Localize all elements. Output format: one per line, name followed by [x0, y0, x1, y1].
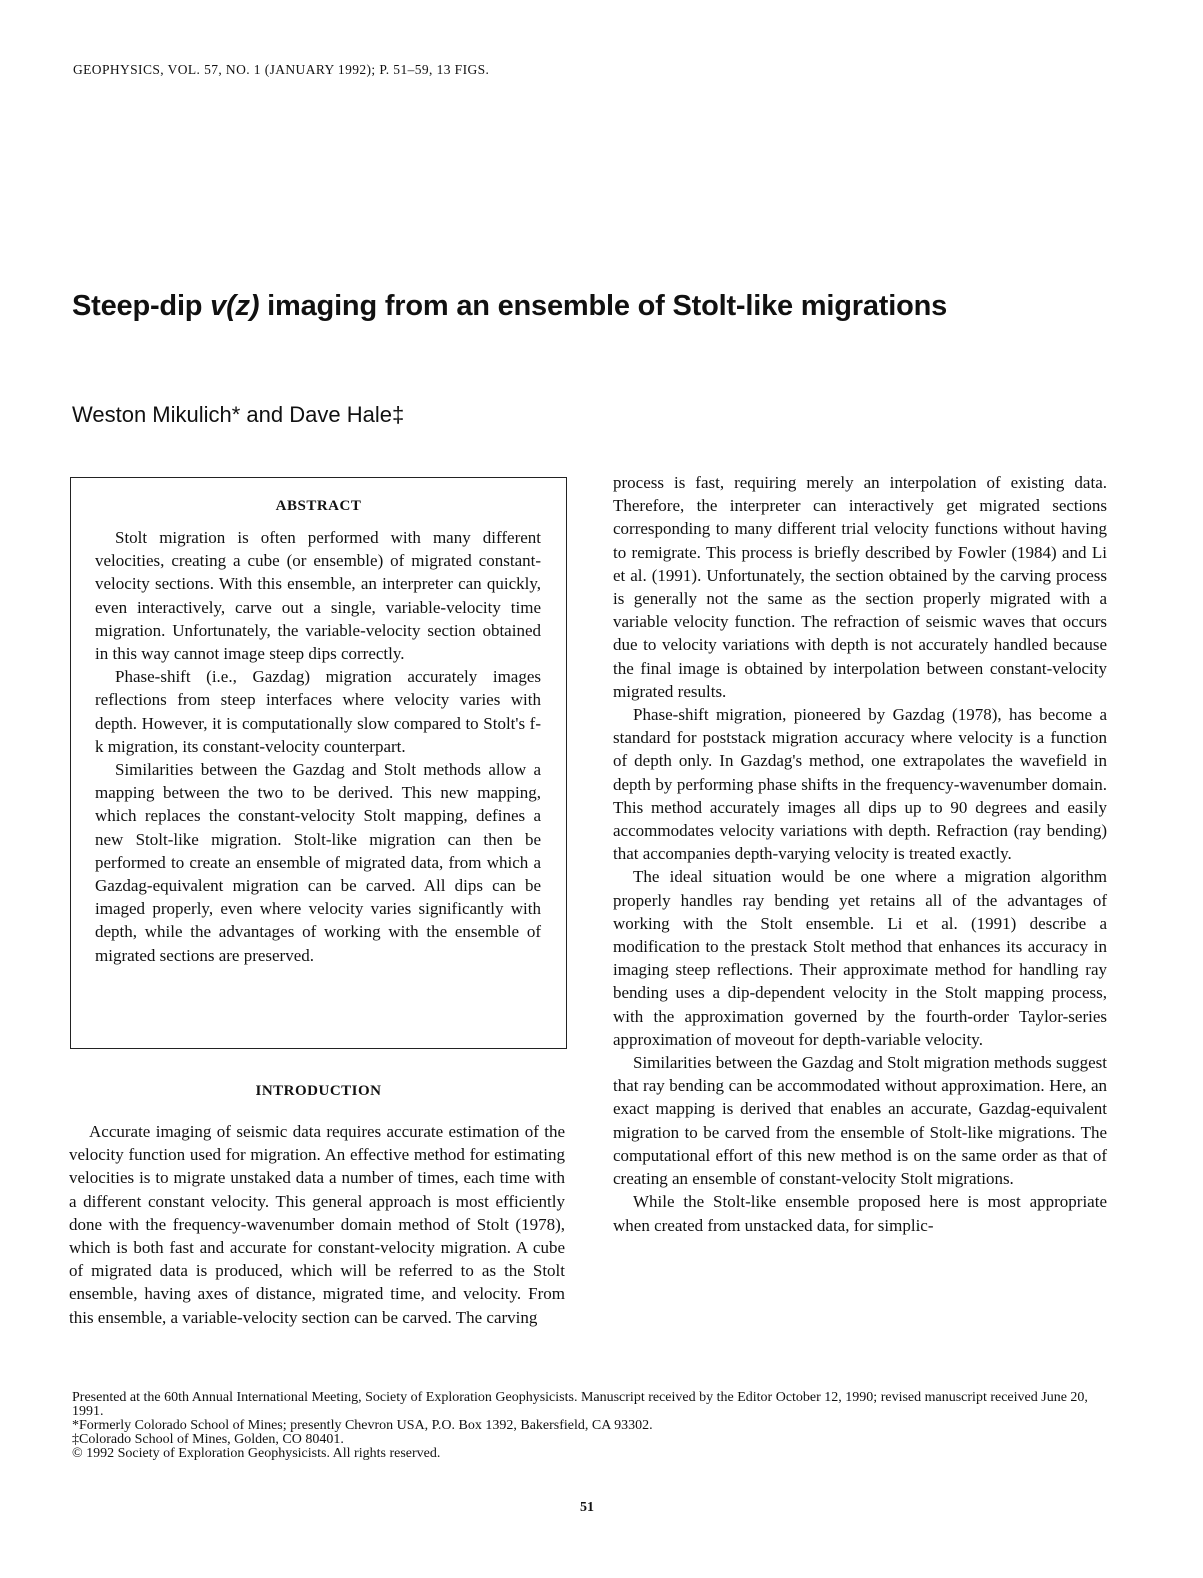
journal-citation: GEOPHYSICS, VOL. 57, NO. 1 (JANUARY 1992); P. 51–59, 13 FIGS. — [73, 62, 490, 77]
abstract-box — [70, 477, 567, 1049]
paper-title — [72, 290, 1132, 323]
footnote-author-2: ‡Colorado School of Mines, Golden, CO 80401. — [72, 1432, 344, 1447]
page-number: 51 — [580, 1500, 594, 1515]
left-column-text — [69, 1120, 565, 1329]
intro-paragraph-1-continued: process is fast, requiring merely an interpolation of existing data. Therefore, the interpreter can interactively get migrated sections corresponding to many different trial velocity functions without having to remigrate. This process is briefly described by Fowler (1984) and Li et al. (1991). Unfortunately, the section obtained by the carving process is generally not the same as the section properly migrated with a variable velocity function. The refraction of seismic waves that occurs due to velocity variations with depth is not accurately handled because the final image is obtained by interpolation between constant-velocity migrated results. — [613, 473, 1107, 701]
right-column-text — [613, 471, 1107, 1237]
intro-paragraph-4: Similarities between the Gazdag and Stolt migration methods suggest that ray bending can be accommodated without approximation. Here, an exact mapping is derived that enables an accurate, Gazdag-equivalent migration to be carved from the ensemble of Stolt-like migrations. The computational effort of this new method is on the same order as that of creating an ensemble of constant-velocity Stolt migrations. — [613, 1053, 1107, 1189]
intro-paragraph-3: The ideal situation would be one where a migration algorithm properly handles ray bending yet retains all of the advantages of working with the Stolt ensemble. Li et al. (1991) describe a modification to the prestack Stolt method that enhances its accuracy in imaging steep reflections. Their approximate method for handling ray bending uses a dip-dependent velocity in the Stolt mapping process, with the approximation governed by the fourth-order Taylor-series approximation of moveout for depth-variable velocity. — [613, 867, 1107, 1049]
author-line: Weston Mikulich* and Dave Hale‡ — [72, 402, 405, 427]
intro-paragraph-2: Phase-shift migration, pioneered by Gazdag (1978), has become a standard for poststack migration accuracy where velocity is a function of depth only. In Gazdag's method, one extrapolates the wavefield in depth by performing phase shifts in the frequency-wavenumber domain. This method accurately images all dips up to 90 degrees and easily accommodates velocity variations with depth. Refraction (ray bending) that accompanies depth-varying velocity is treated exactly. — [613, 705, 1107, 864]
introduction-heading: INTRODUCTION — [255, 1083, 382, 1099]
footnote-copyright: © 1992 Society of Exploration Geophysicists. All rights reserved. — [72, 1446, 441, 1461]
footnote-presented: Presented at the 60th Annual International Meeting, Society of Exploration Geophysicists. Manuscript received by the Editor October 12, 1990; revised manuscript received June 20, 1991. — [72, 1390, 1088, 1419]
abstract-paragraph-2: Phase-shift (i.e., Gazdag) migration accurately images reflections from steep interfaces where velocity varies with depth. However, it is computationally slow compared to Stolt's f-k migration, its constant-velocity counterpart. — [95, 667, 541, 756]
abstract-paragraph-3: Similarities between the Gazdag and Stolt methods allow a mapping between the two to be derived. This new mapping, which replaces the constant-velocity Stolt mapping, defines a new Stolt-like migration. Stolt-like migration can then be performed to create an ensemble of migrated data, from which a Gazdag-equivalent migration can be carved. All dips can be imaged properly, even where velocity varies significantly with depth, while the advantages of working with the ensemble of migrated sections are preserved. — [95, 760, 541, 965]
abstract-heading: ABSTRACT — [275, 498, 362, 514]
title-part-1: Steep-dip — [72, 290, 211, 322]
title-part-2: imaging from an ensemble of Stolt-like migrations — [259, 290, 948, 322]
intro-paragraph-5: While the Stolt-like ensemble proposed here is most appropriate when created from unstacked data, for simplic- — [613, 1192, 1107, 1235]
footnote-author-1: *Formerly Colorado School of Mines; presently Chevron USA, P.O. Box 1392, Bakersfield, CA 93302. — [72, 1418, 653, 1433]
footnotes — [72, 1391, 1112, 1461]
intro-paragraph-1: Accurate imaging of seismic data requires accurate estimation of the velocity function used for migration. An effective method for estimating velocities is to migrate unstaked data a number of times, each time with a different constant velocity. This general approach is most efficiently done with the frequency-wavenumber domain method of Stolt (1978), which is both fast and accurate for constant-velocity migration. A cube of migrated data is produced, which will be referred to as the Stolt ensemble, having axes of distance, migrated time, and velocity. From this ensemble, a variable-velocity section can be carved. The carving — [69, 1122, 565, 1327]
title-italic: v(z) — [210, 290, 260, 322]
abstract-paragraph-1: Stolt migration is often performed with many different velocities, creating a cube (or ensemble) of migrated constant-velocity sections. With this ensemble, an interpreter can quickly, even interactively, carve out a single, variable-velocity time migration. Unfortunately, the variable-velocity section obtained in this way cannot image steep dips correctly. — [95, 528, 541, 664]
abstract-body — [95, 526, 541, 967]
